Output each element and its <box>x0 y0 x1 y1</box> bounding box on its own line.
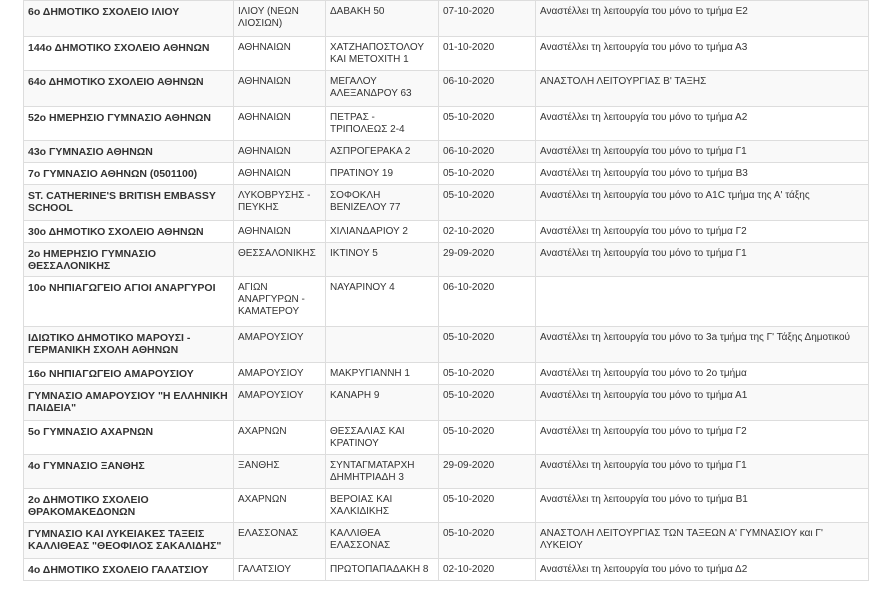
table-row <box>24 185 869 221</box>
address-cell: ΝΑΥΑΡΙΝΟΥ 4 <box>326 277 439 327</box>
table-row <box>24 243 869 277</box>
address-cell: ΧΙΛΙΑΝΔΑΡΙΟΥ 2 <box>326 221 439 243</box>
address-cell: ΑΣΠΡΟΓΕΡΑΚΑ 2 <box>326 141 439 163</box>
school-name-cell: 30ο ΔΗΜΟΤΙΚΟ ΣΧΟΛΕΙΟ ΑΘΗΝΩΝ <box>24 221 234 243</box>
action-cell: Αναστέλλει τη λειτουργία του μόνο το τμήμα Β1 <box>536 489 869 523</box>
action-cell: ΑΝΑΣΤΟΛΗ ΛΕΙΤΟΥΡΓΙΑΣ ΤΩΝ ΤΑΞΕΩΝ Α' ΓΥΜΝΑΣΙΟΥ και Γ' ΛΥΚΕΙΟΥ <box>536 523 869 559</box>
action-cell: Αναστέλλει τη λειτουργία του μόνο το Α1C τμήμα της Α' τάξης <box>536 185 869 221</box>
action-cell: Αναστέλλει τη λειτουργία του μόνο το τμήμα Γ1 <box>536 141 869 163</box>
school-name-cell: 4ο ΓΥΜΝΑΣΙΟ ΞΑΝΘΗΣ <box>24 455 234 489</box>
date-cell: 02-10-2020 <box>439 559 536 581</box>
action-cell: Αναστέλλει τη λειτουργία του μόνο το τμήμα Γ2 <box>536 421 869 455</box>
municipality-cell: ΙΛΙΟΥ (ΝΕΩΝ ΛΙΟΣΙΩΝ) <box>234 1 326 37</box>
address-cell: ΜΕΓΑΛΟΥ ΑΛΕΞΑΝΔΡΟΥ 63 <box>326 71 439 107</box>
action-cell: Αναστέλλει τη λειτουργία του μόνο το τμήμα Α3 <box>536 37 869 71</box>
address-cell: ΣΟΦΟΚΛΗ ΒΕΝΙΖΕΛΟΥ 77 <box>326 185 439 221</box>
school-name-cell: 10ο ΝΗΠΙΑΓΩΓΕΙΟ ΑΓΙΟΙ ΑΝΑΡΓΥΡΟΙ <box>24 277 234 327</box>
date-cell: 02-10-2020 <box>439 221 536 243</box>
address-cell: ΠΕΤΡΑΣ - ΤΡΙΠΟΛΕΩΣ 2-4 <box>326 107 439 141</box>
address-cell: ΧΑΤΖΗΑΠΟΣΤΟΛΟΥ ΚΑΙ ΜΕΤΟΧΙΤΗ 1 <box>326 37 439 71</box>
date-cell: 01-10-2020 <box>439 37 536 71</box>
address-cell: ΣΥΝΤΑΓΜΑΤΑΡΧΗ ΔΗΜΗΤΡΙΑΔΗ 3 <box>326 455 439 489</box>
table-row <box>24 385 869 421</box>
action-cell <box>536 277 869 327</box>
action-cell: Αναστέλλει τη λειτουργία του μόνο το τμήμα Δ2 <box>536 559 869 581</box>
municipality-cell: ΑΓΙΩΝ ΑΝΑΡΓΥΡΩΝ - ΚΑΜΑΤΕΡΟΥ <box>234 277 326 327</box>
table-row <box>24 107 869 141</box>
municipality-cell: ΑΘΗΝΑΙΩΝ <box>234 141 326 163</box>
date-cell: 05-10-2020 <box>439 385 536 421</box>
municipality-cell: ΑΜΑΡΟΥΣΙΟΥ <box>234 327 326 363</box>
school-name-cell: 6ο ΔΗΜΟΤΙΚΟ ΣΧΟΛΕΙΟ ΙΛΙΟΥ <box>24 1 234 37</box>
school-name-cell: 7ο ΓΥΜΝΑΣΙΟ ΑΘΗΝΩΝ (0501100) <box>24 163 234 185</box>
table-row <box>24 163 869 185</box>
date-cell: 05-10-2020 <box>439 107 536 141</box>
action-cell: Αναστέλλει τη λειτουργία του μόνο το τμήμα Γ1 <box>536 243 869 277</box>
table-row <box>24 559 869 581</box>
address-cell: ΘΕΣΣΑΛΙΑΣ ΚΑΙ ΚΡΑΤΙΝΟΥ <box>326 421 439 455</box>
table-row <box>24 277 869 327</box>
municipality-cell: ΑΘΗΝΑΙΩΝ <box>234 221 326 243</box>
table-row <box>24 421 869 455</box>
table-row <box>24 221 869 243</box>
action-cell: Αναστέλλει τη λειτουργία του μόνο το 3a τμήμα της Γ' Τάξης Δημοτικού <box>536 327 869 363</box>
table-row <box>24 71 869 107</box>
date-cell: 05-10-2020 <box>439 421 536 455</box>
table-row <box>24 141 869 163</box>
table-row <box>24 489 869 523</box>
date-cell: 06-10-2020 <box>439 141 536 163</box>
table-row <box>24 1 869 37</box>
date-cell: 06-10-2020 <box>439 71 536 107</box>
school-name-cell: ΓΥΜΝΑΣΙΟ ΚΑΙ ΛΥΚΕΙΑΚΕΣ ΤΑΞΕΙΣ ΚΑΛΛΙΘΕΑΣ "ΘΕΟΦΙΛΟΣ ΣΑΚΑΛΙΔΗΣ" <box>24 523 234 559</box>
school-name-cell: 43ο ΓΥΜΝΑΣΙΟ ΑΘΗΝΩΝ <box>24 141 234 163</box>
table-row <box>24 363 869 385</box>
municipality-cell: ΑΘΗΝΑΙΩΝ <box>234 163 326 185</box>
address-cell: ΚΑΛΛΙΘΕΑ ΕΛΑΣΣΟΝΑΣ <box>326 523 439 559</box>
date-cell: 05-10-2020 <box>439 185 536 221</box>
address-cell: ΜΑΚΡΥΓΙΑΝΝΗ 1 <box>326 363 439 385</box>
school-name-cell: ST. CATHERINE'S BRITISH EMBASSY SCHOOL <box>24 185 234 221</box>
address-cell: ΠΡΩΤΟΠΑΠΑΔΑΚΗ 8 <box>326 559 439 581</box>
school-name-cell: 2ο ΔΗΜΟΤΙΚΟ ΣΧΟΛΕΙΟ ΘΡΑΚΟΜΑΚΕΔΟΝΩΝ <box>24 489 234 523</box>
action-cell: Αναστέλλει τη λειτουργία του μόνο το τμήμα Β3 <box>536 163 869 185</box>
address-cell: ΚΑΝΑΡΗ 9 <box>326 385 439 421</box>
action-cell: Αναστέλλει τη λειτουργία του μόνο το τμήμα Α2 <box>536 107 869 141</box>
address-cell: ΔΑΒΑΚΗ 50 <box>326 1 439 37</box>
date-cell: 05-10-2020 <box>439 163 536 185</box>
action-cell: Αναστέλλει τη λειτουργία του μόνο το τμήμα Γ1 <box>536 455 869 489</box>
municipality-cell: ΑΘΗΝΑΙΩΝ <box>234 107 326 141</box>
municipality-cell: ΘΕΣΣΑΛΟΝΙΚΗΣ <box>234 243 326 277</box>
school-name-cell: 5ο ΓΥΜΝΑΣΙΟ ΑΧΑΡΝΩΝ <box>24 421 234 455</box>
municipality-cell: ΑΧΑΡΝΩΝ <box>234 489 326 523</box>
closures-table-container <box>23 0 869 581</box>
action-cell: Αναστέλλει τη λειτουργία του μόνο το 2ο τμήμα <box>536 363 869 385</box>
table-row <box>24 37 869 71</box>
address-cell: ΙΚΤΙΝΟΥ 5 <box>326 243 439 277</box>
address-cell: ΠΡΑΤΙΝΟΥ 19 <box>326 163 439 185</box>
municipality-cell: ΑΘΗΝΑΙΩΝ <box>234 71 326 107</box>
action-cell: Αναστέλλει τη λειτουργία του μόνο το τμήμα Ε2 <box>536 1 869 37</box>
action-cell: Αναστέλλει τη λειτουργία του μόνο το τμήμα Γ2 <box>536 221 869 243</box>
table-row <box>24 523 869 559</box>
municipality-cell: ΛΥΚΟΒΡΥΣΗΣ - ΠΕΥΚΗΣ <box>234 185 326 221</box>
address-cell: ΒΕΡΟΙΑΣ ΚΑΙ ΧΑΛΚΙΔΙΚΗΣ <box>326 489 439 523</box>
municipality-cell: ΑΜΑΡΟΥΣΙΟΥ <box>234 363 326 385</box>
address-cell <box>326 327 439 363</box>
school-name-cell: ΙΔΙΩΤΙΚΟ ΔΗΜΟΤΙΚΟ ΜΑΡΟΥΣΙ - ΓΕΡΜΑΝΙΚΗ ΣΧΟΛΗ ΑΘΗΝΩΝ <box>24 327 234 363</box>
school-name-cell: ΓΥΜΝΑΣΙΟ ΑΜΑΡΟΥΣΙΟΥ "Η ΕΛΛΗΝΙΚΗ ΠΑΙΔΕΙΑ" <box>24 385 234 421</box>
table-body <box>24 1 869 581</box>
date-cell: 29-09-2020 <box>439 455 536 489</box>
date-cell: 05-10-2020 <box>439 523 536 559</box>
date-cell: 29-09-2020 <box>439 243 536 277</box>
school-name-cell: 64ο ΔΗΜΟΤΙΚΟ ΣΧΟΛΕΙΟ ΑΘΗΝΩΝ <box>24 71 234 107</box>
school-name-cell: 16ο ΝΗΠΙΑΓΩΓΕΙΟ ΑΜΑΡΟΥΣΙΟΥ <box>24 363 234 385</box>
municipality-cell: ΞΑΝΘΗΣ <box>234 455 326 489</box>
school-closures-table <box>23 0 869 581</box>
municipality-cell: ΑΘΗΝΑΙΩΝ <box>234 37 326 71</box>
date-cell: 06-10-2020 <box>439 277 536 327</box>
date-cell: 05-10-2020 <box>439 489 536 523</box>
school-name-cell: 52ο ΗΜΕΡΗΣΙΟ ΓΥΜΝΑΣΙΟ ΑΘΗΝΩΝ <box>24 107 234 141</box>
date-cell: 05-10-2020 <box>439 327 536 363</box>
municipality-cell: ΑΧΑΡΝΩΝ <box>234 421 326 455</box>
date-cell: 07-10-2020 <box>439 1 536 37</box>
action-cell: ΑΝΑΣΤΟΛΗ ΛΕΙΤΟΥΡΓΙΑΣ Β' ΤΑΞΗΣ <box>536 71 869 107</box>
municipality-cell: ΕΛΑΣΣΟΝΑΣ <box>234 523 326 559</box>
action-cell: Αναστέλλει τη λειτουργία του μόνο το τμήμα Α1 <box>536 385 869 421</box>
date-cell: 05-10-2020 <box>439 363 536 385</box>
municipality-cell: ΑΜΑΡΟΥΣΙΟΥ <box>234 385 326 421</box>
municipality-cell: ΓΑΛΑΤΣΙΟΥ <box>234 559 326 581</box>
table-row <box>24 455 869 489</box>
school-name-cell: 144ο ΔΗΜΟΤΙΚΟ ΣΧΟΛΕΙΟ ΑΘΗΝΩΝ <box>24 37 234 71</box>
table-row <box>24 327 869 363</box>
school-name-cell: 4ο ΔΗΜΟΤΙΚΟ ΣΧΟΛΕΙΟ ΓΑΛΑΤΣΙΟΥ <box>24 559 234 581</box>
school-name-cell: 2ο ΗΜΕΡΗΣΙΟ ΓΥΜΝΑΣΙΟ ΘΕΣΣΑΛΟΝΙΚΗΣ <box>24 243 234 277</box>
